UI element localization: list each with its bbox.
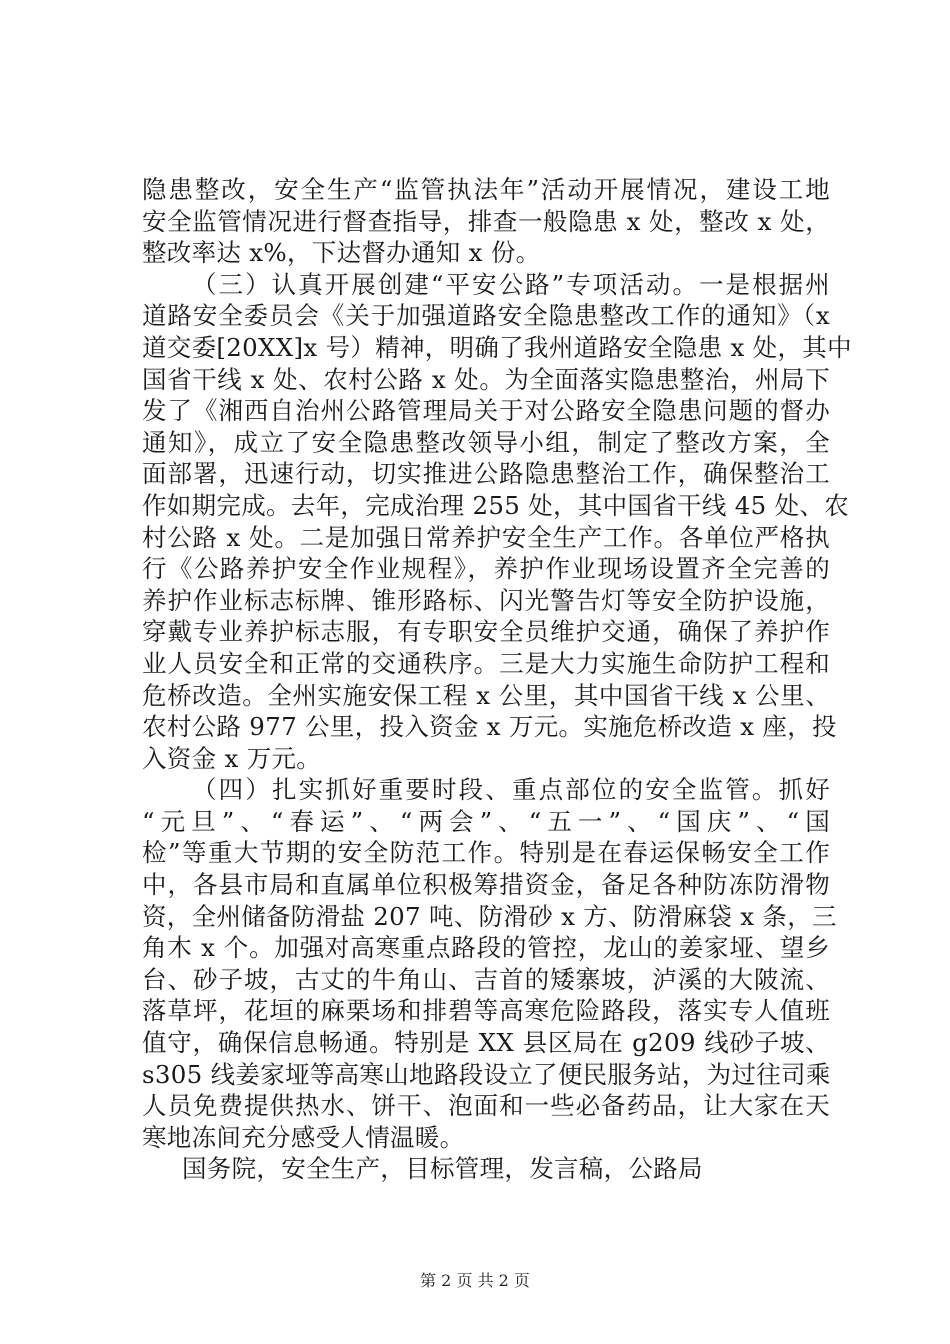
body-line: “元旦”、“春运”、“两会”、“五一”、“国庆”、“国 [142, 806, 830, 836]
body-line: 人员免费提供热水、饼干、泡面和一些必备药品，让大家在天 [142, 1091, 830, 1121]
body-line: 面部署，迅速行动，切实推进公路隐患整治工作，确保整治工 [142, 459, 830, 489]
body-line: 值守，确保信息畅通。特别是 XX 县区局在 g209 线砂子坡、 [142, 1028, 830, 1058]
body-line: 整改率达 x%，下达督办通知 x 份。 [142, 238, 541, 268]
body-line: 隐患整改，安全生产“监管执法年”活动开展情况，建设工地 [142, 175, 830, 204]
paragraph-heading-line: （四）扎实抓好重要时段、重点部位的安全监管。抓好 [192, 775, 830, 805]
body-line: 危桥改造。全州实施安保工程 x 公里，其中国省干线 x 公里、 [142, 680, 830, 710]
body-line: 道交委[20XX]x 号）精神，明确了我州道路安全隐患 x 处，其中 [142, 332, 852, 362]
body-line: 发了《湘西自治州公路管理局关于对公路安全隐患问题的督办 [142, 396, 830, 426]
body-line: 检”等重大节期的安全防范工作。特别是在春运保畅安全工作 [142, 838, 830, 868]
body-line: 入资金 x 万元。 [142, 743, 322, 773]
body-line: 角木 x 个。加强对高寒重点路段的管控，龙山的姜家垭、望乡 [142, 933, 830, 963]
body-line: 寒地冻间充分感受人情温暖。 [142, 1122, 465, 1152]
body-line: 农村公路 977 公里，投入资金 x 万元。实施危桥改造 x 座，投 [142, 712, 837, 742]
page-footer: 第 2 页 共 2 页 [420, 1271, 530, 1290]
document-body [142, 174, 852, 1185]
keywords-line: 国务院，安全生产，目标管理，发言稿，公路局 [182, 1154, 703, 1184]
body-line: 养护作业标志标牌、锥形路标、闪光警告灯等安全防护设施， [142, 585, 830, 615]
body-line: 中，各县市局和直属单位积极筹措资金，备足各种防冻防滑物 [142, 870, 830, 900]
body-line: 道路安全委员会《关于加强道路安全隐患整改工作的通知》（x [142, 301, 830, 331]
body-line: 安全监管情况进行督查指导，排查一般隐患 x 处，整改 x 处， [142, 206, 830, 236]
body-line: 资，全州储备防滑盐 207 吨、防滑砂 x 方、防滑麻袋 x 条，三 [142, 901, 837, 931]
body-line: 穿戴专业养护标志服，有专职安全员维护交通，确保了养护作 [142, 617, 830, 647]
body-line: 落草坪，花垣的麻栗场和排碧等高寒危险路段，落实专人值班 [142, 996, 830, 1026]
paragraph-heading-line: （三）认真开展创建“平安公路”专项活动。一是根据州 [192, 269, 830, 299]
body-line: 国省干线 x 处、农村公路 x 处。为全面落实隐患整治，州局下 [142, 364, 830, 394]
body-line: s305 线姜家垭等高寒山地路段设立了便民服务站，为过往司乘 [142, 1059, 831, 1089]
body-line: 村公路 x 处。二是加强日常养护安全生产工作。各单位严格执 [142, 522, 830, 552]
body-line: 行《公路养护安全作业规程》，养护作业现场设置齐全完善的 [142, 554, 830, 584]
body-line: 作如期完成。去年，完成治理 255 处，其中国省干线 45 处、农 [142, 490, 849, 520]
body-line: 业人员安全和正常的交通秩序。三是大力实施生命防护工程和 [142, 648, 830, 678]
body-line: 台、砂子坡，古丈的牛角山、吉首的矮寨坡，泸溪的大陂流、 [142, 964, 830, 994]
body-line: 通知》，成立了安全隐患整改领导小组，制定了整改方案，全 [142, 427, 830, 457]
